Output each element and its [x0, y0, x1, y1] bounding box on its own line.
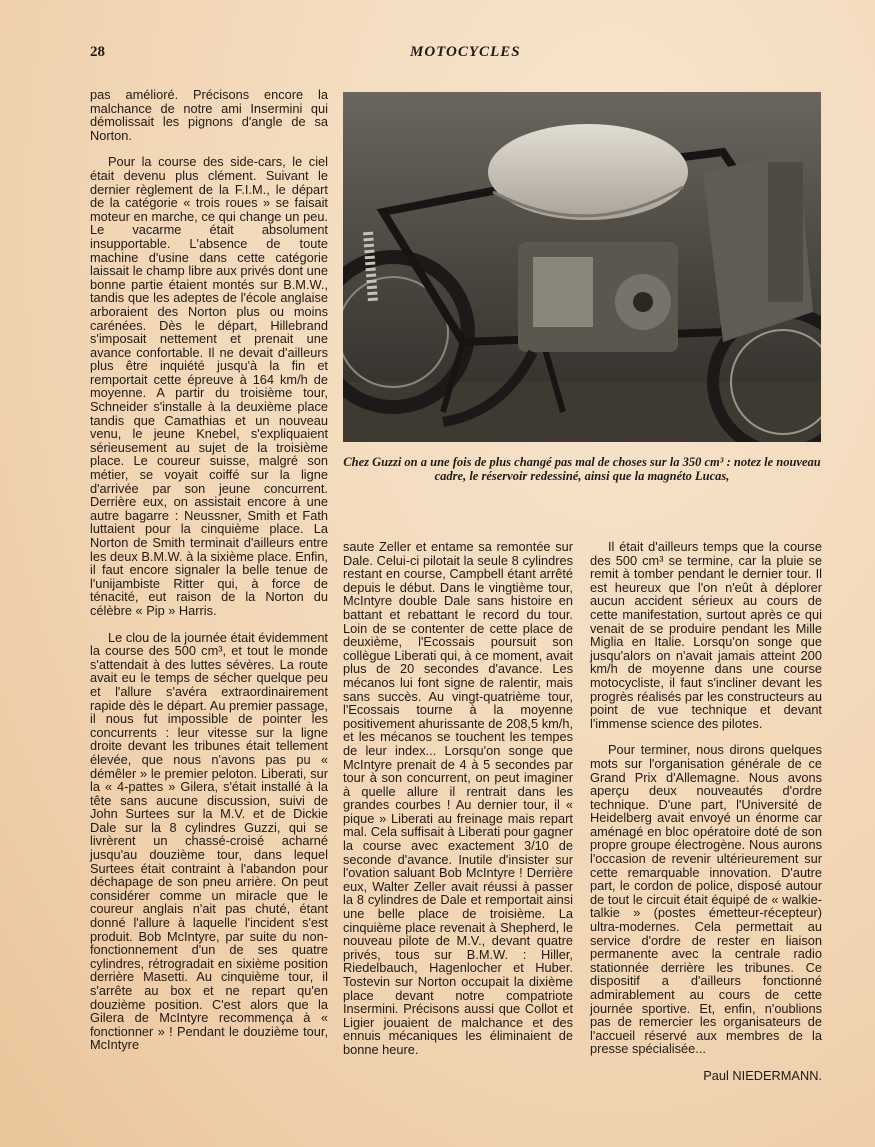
paragraph: Il était d'ailleurs temps que la course des 500 cm³ se termine, car la pluie se remit à tomber pendant le dernier tour. Il est heureux que l'on n'eût à déplorer aucun accident sérieux au cours de cette manifestation, surtout après ce qui venait de se produire pendant les Mille Miglia en Italie. Lorsqu'on songe que jusqu'alors on n'avait jamais atteint 200 km/h de moyenne dans une course motocycliste, il faut s'incliner devant les progrès réalisés par les constructeurs au point de vue technique et devant l'immense science des pilotes. [590, 539, 822, 731]
paragraph: Pour la course des side-cars, le ciel était devenu plus clément. Suivant le dernier règlement de la F.I.M., le départ de la catégorie « trois roues » se faisait moteur en marche, ce qui change un peu. Le vacarme était absolument insupportable. L'absence de toute machine d'usine dans cette catégorie laissait le champ libre aux privés dont une bonne partie étaient montés sur B.M.W., tandis que les adeptes de l'école anglaise arboraient des Norton plus ou moins carénées. Dès le départ, Hillebrand s'imposait nettement et prenait une avance confortable. Il ne devait d'ailleurs plus être inquiété jusqu'à la fin et remportait cette épreuve à 164 km/h de moyenne. A partir du troisième tour, Schneider s'installe à la deuxième place tandis que Camathias et un nouveau venu, le jeune Knebel, s'expliquaient sérieusement au sujet de la troisième place. Le coureur suisse, malgré son métier, se voyait coiffé sur la ligne d'arrivée par son jeune concurrent. Derrière eux, on assistait encore à une autre bagarre : Neussner, Smith et Fath luttaient pour la cinquième place. La Norton de Smith terminait d'ailleurs entre les deux B.M.W. à la sixième place. Enfin, il faut encore signaler la belle tenue de l'unijambiste Ritter qui, à force de ténacité, eut raison de la Norton du célèbre « Pip » Harris. [90, 154, 328, 618]
author-signature: Paul NIEDERMANN. [703, 1067, 822, 1083]
page-header [90, 44, 790, 66]
motorcycle-photo [343, 92, 821, 442]
paragraph: pas amélioré. Précisons encore la malchance de notre ami Insermini qui démolissait les pignons d'angle de sa Norton. [90, 87, 328, 143]
article-column-1 [90, 88, 328, 1065]
paragraph: Pour terminer, nous dirons quelques mots sur l'organisation générale de ce Grand Prix d'Allemagne. Nous avons aperçu deux nouveautés d'ordre technique. D'une part, l'Université de Heidelberg avait envoyé un énorme car aménagé en bloc opératoire doté de son propre groupe électrogène. Nous aurons l'occasion de revenir ultérieurement sur cette remarquable innovation. D'autre part, le cordon de police, disposé autour de tout le circuit était équipé de « walkie-talkie » (postes émetteur-récepteur) ultra-modernes. Cela permettait au service d'ordre de rester en liaison permanente avec la centrale radio stationnée derrière les tribunes. Ce dispositif a d'ailleurs fonctionné admirablement au cours de cette journée sportive. Et, enfin, n'oublions pas de remercier les organisateurs de l'accueil réservé aux membres de la presse spécialisée... [590, 742, 822, 1057]
magazine-title: MOTOCYCLES [410, 44, 521, 60]
photo-caption: Chez Guzzi on a une fois de plus changé pas mal de choses sur la 350 cm³ : notez le nouveau cadre, le réservoir redessiné, ainsi que la magnéto Lucas, [343, 455, 821, 483]
paragraph: Le clou de la journée était évidemment la course des 500 cm³, et tout le monde s'attendait à des luttes sévères. La route avait eu le temps de sécher quelque peu et l'allure s'avéra extraordinairement rapide dès le départ. Au premier passage, il nous fut impossible de pointer les concurrents : leur vitesse sur la ligne droite devant les tribunes était tellement élevée, que nous n'avons pas pu « démêler » le premier peloton. Liberati, sur la « 4-pattes » Gilera, s'était installé à la tête sans aucune discussion, suivi de John Surtees sur la M.V. et de Dickie Dale sur la 8 cylindres Guzzi, qui se livrèrent un chassé-croisé acharné jusqu'au douzième tour, dans lequel Surtees était contraint à l'abandon pour déchapage de son pneu arrière. On peut considérer comme un miracle que le coureur anglais n'ait pas chuté, étant donné l'allure à laquelle l'incident s'est produit. Bob McIntyre, par suite du non-fonctionnement d'un de ses quatre cylindres, rétrogradait en sixième position derrière Masetti. Au cinquième tour, il s'arrête au box et ne repart qu'en douzième position. C'est alors que la Gilera de McIntyre recommença à « fonctionner » ! Pendant le douzième tour, McIntyre [90, 629, 328, 1053]
paragraph: saute Zeller et entame sa remontée sur Dale. Celui-ci pilotait la seule 8 cylindres restant en course, Campbell étant arrêté depuis le début. Dans le vingtième tour, McIntyre double Dale sans histoire en battant et rebattant le record du tour. Loin de se contenter de cette place de deuxième, l'Ecossais poursuit son collègue Liberati qui, à ce moment, avait plus de 20 secondes d'avance. Les mécanos lui font signe de ralentir, mais sans succès. Au vingt-quatrième tour, l'Ecossais tourne à la moyenne positivement ahurissante de 208,5 km/h, et les mécanos se touchent les tempes de leur index... Lorsqu'on songe que McIntyre prenait de 4 à 5 secondes par tour à son concurrent, on peut imaginer à quelle allure il rentrait dans les grandes courbes ! Au dernier tour, il « pique » Liberati au freinage mais repart mal. Cela suffisait à Liberati pour gagner la course avec exactement 3/10 de seconde d'avance. Inutile d'insister sur l'ovation saluant Bob McIntyre ! Derrière eux, Walter Zeller avait réussi à passer la 8 cylindres de Dale et remportait ainsi une belle place de troisième. La cinquième place revenait à Shepherd, le nouveau pilote de M.V., devant quatre privés, tous sur B.M.W. : Hiller, Riedelbauch, Hagenlocher et Huber. Tostevin sur Norton occupait la dixième place devant notre compatriote Insermini. Précisons aussi que Collot et Ligier jouaient de malchance et des ennuis mécaniques les éliminaient de bonne heure. [343, 539, 573, 1057]
page-number: 28 [90, 44, 105, 60]
article-column-2 [343, 540, 573, 1070]
article-column-3 [590, 540, 822, 1083]
